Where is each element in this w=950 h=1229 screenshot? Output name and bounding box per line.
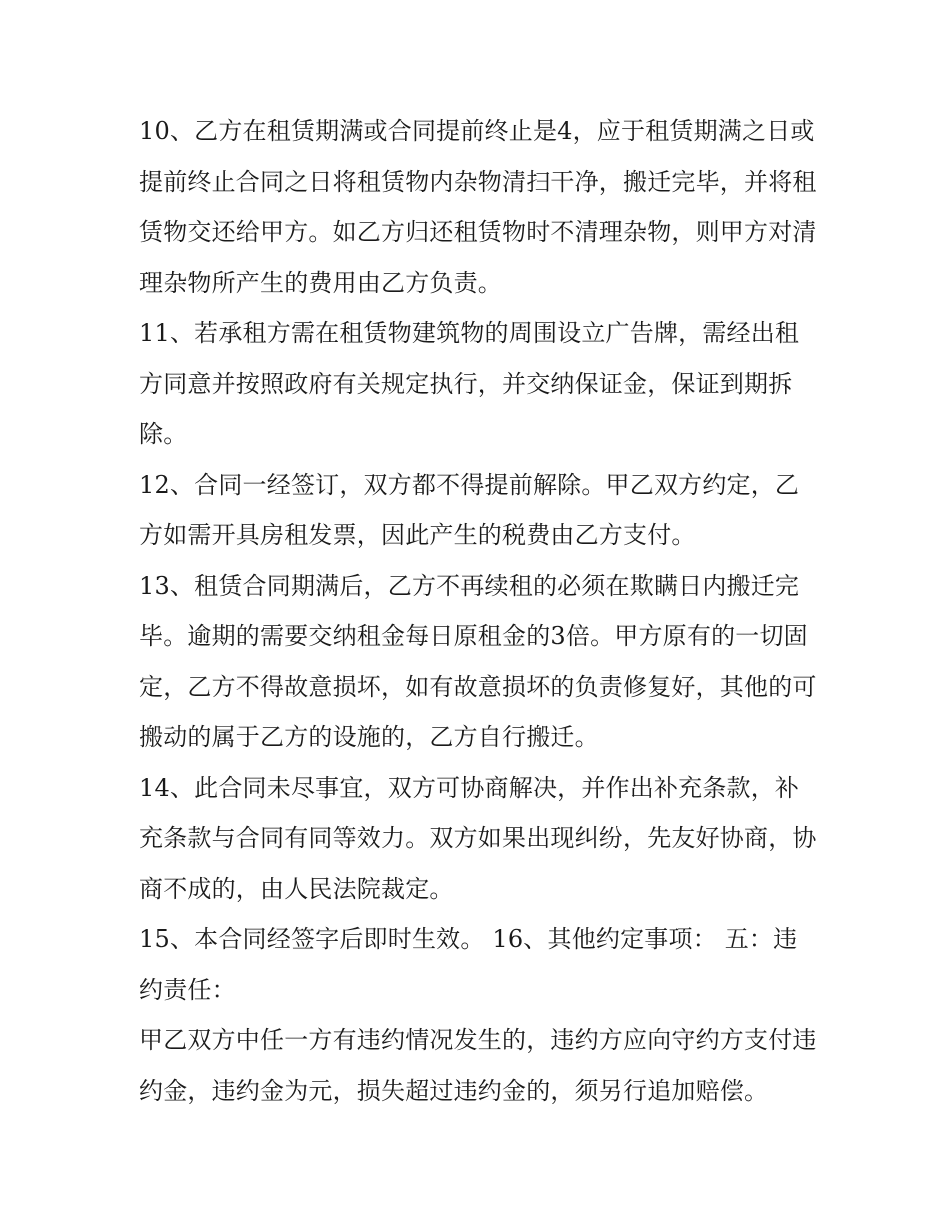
clause-11: 11、若承租方需在租赁物建筑物的周围设立广告牌，需经出租方同意并按照政府有关规定执行，并交纳保证金，保证到期拆除。: [139, 319, 800, 448]
clause-14: 14、此合同未尽事宜，双方可协商解决，并作出补充条款，补充条款与合同有同等效力。双方如果出现纠纷，先友好协商，协商不成的，由人民法院裁定。: [139, 773, 817, 903]
clause-10: 10、乙方在租赁期满或合同提前终止是4，应于租赁期满之日或提前终止合同之日将租赁物内杂物清扫干净，搬迁完毕，并将租赁物交还给甲方。如乙方归还租赁物时不清理杂物，则甲方对清理杂物所产生的费用由乙方负责。: [139, 117, 817, 297]
contract-body: [139, 106, 819, 1116]
clause-15-16: 15、本合同经签字后即时生效。 16、其他约定事项： 五：违约责任：: [139, 925, 798, 1004]
clause-13: 13、租赁合同期满后，乙方不再续租的必须在欺瞒日内搬迁完毕。逾期的需要交纳租金每日原租金的3倍。甲方原有的一切固定，乙方不得故意损坏，如有故意损坏的负责修复好，其他的可搬动的属于乙方的设施的，乙方自行搬迁。: [139, 571, 817, 751]
clause-12: 12、合同一经签订，双方都不得提前解除。甲乙双方约定，乙方如需开具房租发票，因此产生的税费由乙方支付。: [139, 470, 800, 549]
breach-liability-text: 甲乙双方中任一方有违约情况发生的，违约方应向守约方支付违约金，违约金为元，损失超过违约金的，须另行追加赔偿。: [139, 1026, 817, 1105]
